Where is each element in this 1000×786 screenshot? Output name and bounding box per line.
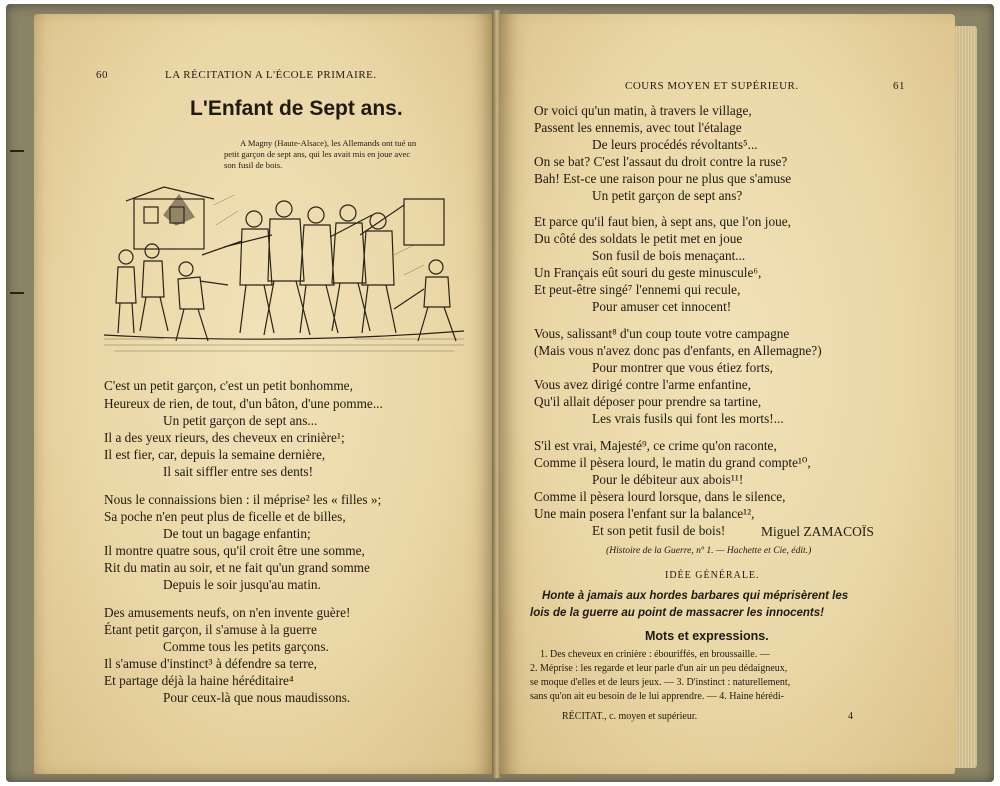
child-head [179, 262, 193, 276]
poem-line: Comme il pèsera lourd lorsque, dans le silence, [534, 489, 786, 504]
left-running-title: LA RÉCITATION A L'ÉCOLE PRIMAIRE. [165, 69, 377, 81]
poem-line: Il est fier, car, depuis la semaine dernière, [104, 447, 326, 462]
epigraph-line: A Magny (Haute-Alsace), les Allemands ont tué un [240, 138, 417, 148]
poem-line: Les vrais fusils qui font les morts!... [592, 411, 784, 426]
poem-line: Et partage déjà la haine héréditaire⁴ [104, 673, 294, 688]
poem-line: Qu'il allait déposer pour prendre sa tartine, [534, 394, 762, 409]
footer-sheet-number: 4 [848, 711, 853, 722]
poem-line: Et parce qu'il faut bien, à sept ans, que l'on joue, [534, 214, 791, 229]
ground-line [104, 331, 464, 339]
poem-line: Vous, salissant⁸ d'un coup toute votre campagne [534, 326, 790, 341]
soldiers-and-children-engraving-icon [104, 185, 464, 357]
poem-line: Et son petit fusil de bois! [592, 523, 726, 538]
poem-line: Il sait siffler entre ses dents! [163, 464, 314, 479]
poem-line: Or voici qu'un matin, à travers le village, [534, 103, 752, 118]
idee-generale-text: lois de la guerre au point de massacrer les innocents! [530, 607, 824, 619]
poem-line: Il a des yeux rieurs, des cheveux en crinière¹; [104, 430, 345, 445]
explanation-line: 1. Des cheveux en crinière : ébouriffés, en broussaille. — [540, 649, 770, 660]
poem-line: Comme tous les petits garçons. [163, 639, 329, 654]
poem-line: S'il est vrai, Majesté⁹, ce crime qu'on raconte, [534, 438, 777, 453]
child-head [119, 250, 133, 264]
poem-line: De tout un bagage enfantin; [163, 526, 311, 541]
right-running-title: COURS MOYEN ET SUPÉRIEUR. [625, 80, 799, 92]
poem-line: Vous avez dirigé contre l'arme enfantine, [534, 377, 752, 392]
explanation-line: sans qu'on ait eu besoin de le lui apprendre. — 4. Haine hérédi- [530, 691, 784, 702]
explanation-line: 2. Méprise : les regarde et leur parle d'un air un peu dédaigneux, [530, 663, 788, 674]
idee-generale-heading: IDÉE GÉNÉRALE. [665, 570, 760, 581]
window-shape [144, 207, 158, 223]
soldier-group [202, 201, 404, 335]
poem-line: Bah! Est-ce une raison pour ne plus que s'amuse [534, 171, 792, 186]
poem-line: Il montre quatre sous, qu'il croit être une somme, [104, 543, 365, 558]
mots-heading: Mots et expressions. [645, 629, 769, 643]
child-figure [116, 267, 136, 333]
epigraph-line: petit garçon de sept ans, qui les avait mis en joue avec [224, 149, 411, 159]
poem-line: Heureux de rien, de tout, d'un bâton, d'une pomme... [104, 396, 383, 411]
binding-mark [10, 150, 24, 152]
poem-line: (Mais vous n'avez donc pas d'enfants, en Allemagne?) [534, 343, 822, 358]
idee-generale-text: Honte à jamais aux hordes barbares qui méprisèrent les [542, 590, 849, 602]
poem-line: Rit du matin au soir, et ne fait qu'un grand somme [104, 560, 370, 575]
right-page-number: 61 [893, 80, 905, 92]
poem-line: Et peut-être singé⁷ l'ennemi qui recule, [534, 282, 741, 297]
poem-line: Depuis le soir jusqu'au matin. [163, 577, 321, 592]
author-signature: Miguel ZAMACOÏS [761, 524, 874, 539]
epigraph-line: son fusil de bois. [224, 160, 283, 170]
child-head [145, 244, 159, 258]
poem-line: Du côté des soldats le petit met en joue [534, 231, 743, 246]
house-shape [404, 199, 444, 245]
poem-line: Passent les ennemis, avec tout l'étalage [534, 120, 742, 135]
poem-line: Nous le connaissions bien : il méprise² les « filles »; [104, 492, 382, 507]
page-edges [955, 26, 977, 768]
poem-line: Un petit garçon de sept ans? [592, 188, 743, 203]
poem-line: Il s'amuse d'instinct³ à défendre sa terre, [104, 656, 317, 671]
left-page-number: 60 [96, 69, 108, 81]
poem-line: Étant petit garçon, il s'amuse à la guerre [104, 622, 317, 637]
poem-line: Sa poche n'en peut plus de ficelle et de billes, [104, 509, 346, 524]
poem-line: Pour le débiteur aux abois¹¹! [592, 472, 744, 487]
poem-line: Des amusements neufs, on n'en invente guère! [104, 605, 351, 620]
footer-signature: RÉCITAT., c. moyen et supérieur. [562, 711, 698, 722]
child-head [429, 260, 443, 274]
poem-line: Pour amuser cet innocent! [592, 299, 732, 314]
child-figure [394, 277, 456, 341]
poem-title: L'Enfant de Sept ans. [190, 97, 403, 120]
explanation-line: se moque d'elles et de leurs jeux. — 3. D'instinct : naturellement, [530, 677, 791, 688]
poem-line: Pour montrer que vous étiez forts, [592, 360, 773, 375]
binding-mark [10, 292, 24, 294]
poem-line: Son fusil de bois menaçant... [592, 248, 746, 263]
poem-line: Une main posera l'enfant sur la balance¹², [534, 506, 755, 521]
child-figure [140, 261, 168, 331]
poem-line: De leurs procédés révoltants⁵... [592, 137, 758, 152]
poem-line: Un petit garçon de sept ans... [163, 413, 318, 428]
poem-line: On se bat? C'est l'assaut du droit contre la ruse? [534, 154, 788, 169]
poem-line: Un Français eût souri du geste minuscule⁶, [534, 265, 762, 280]
source-citation: (Histoire de la Guerre, nº 1. — Hachette et Cie, édit.) [606, 545, 812, 556]
poem-line: C'est un petit garçon, c'est un petit bonhomme, [104, 378, 353, 393]
poem-line: Comme il pèsera lourd, le matin du grand compte¹⁰, [534, 455, 811, 470]
poem-line: Pour ceux-là que nous maudissons. [163, 690, 351, 705]
child-figure [176, 277, 228, 341]
